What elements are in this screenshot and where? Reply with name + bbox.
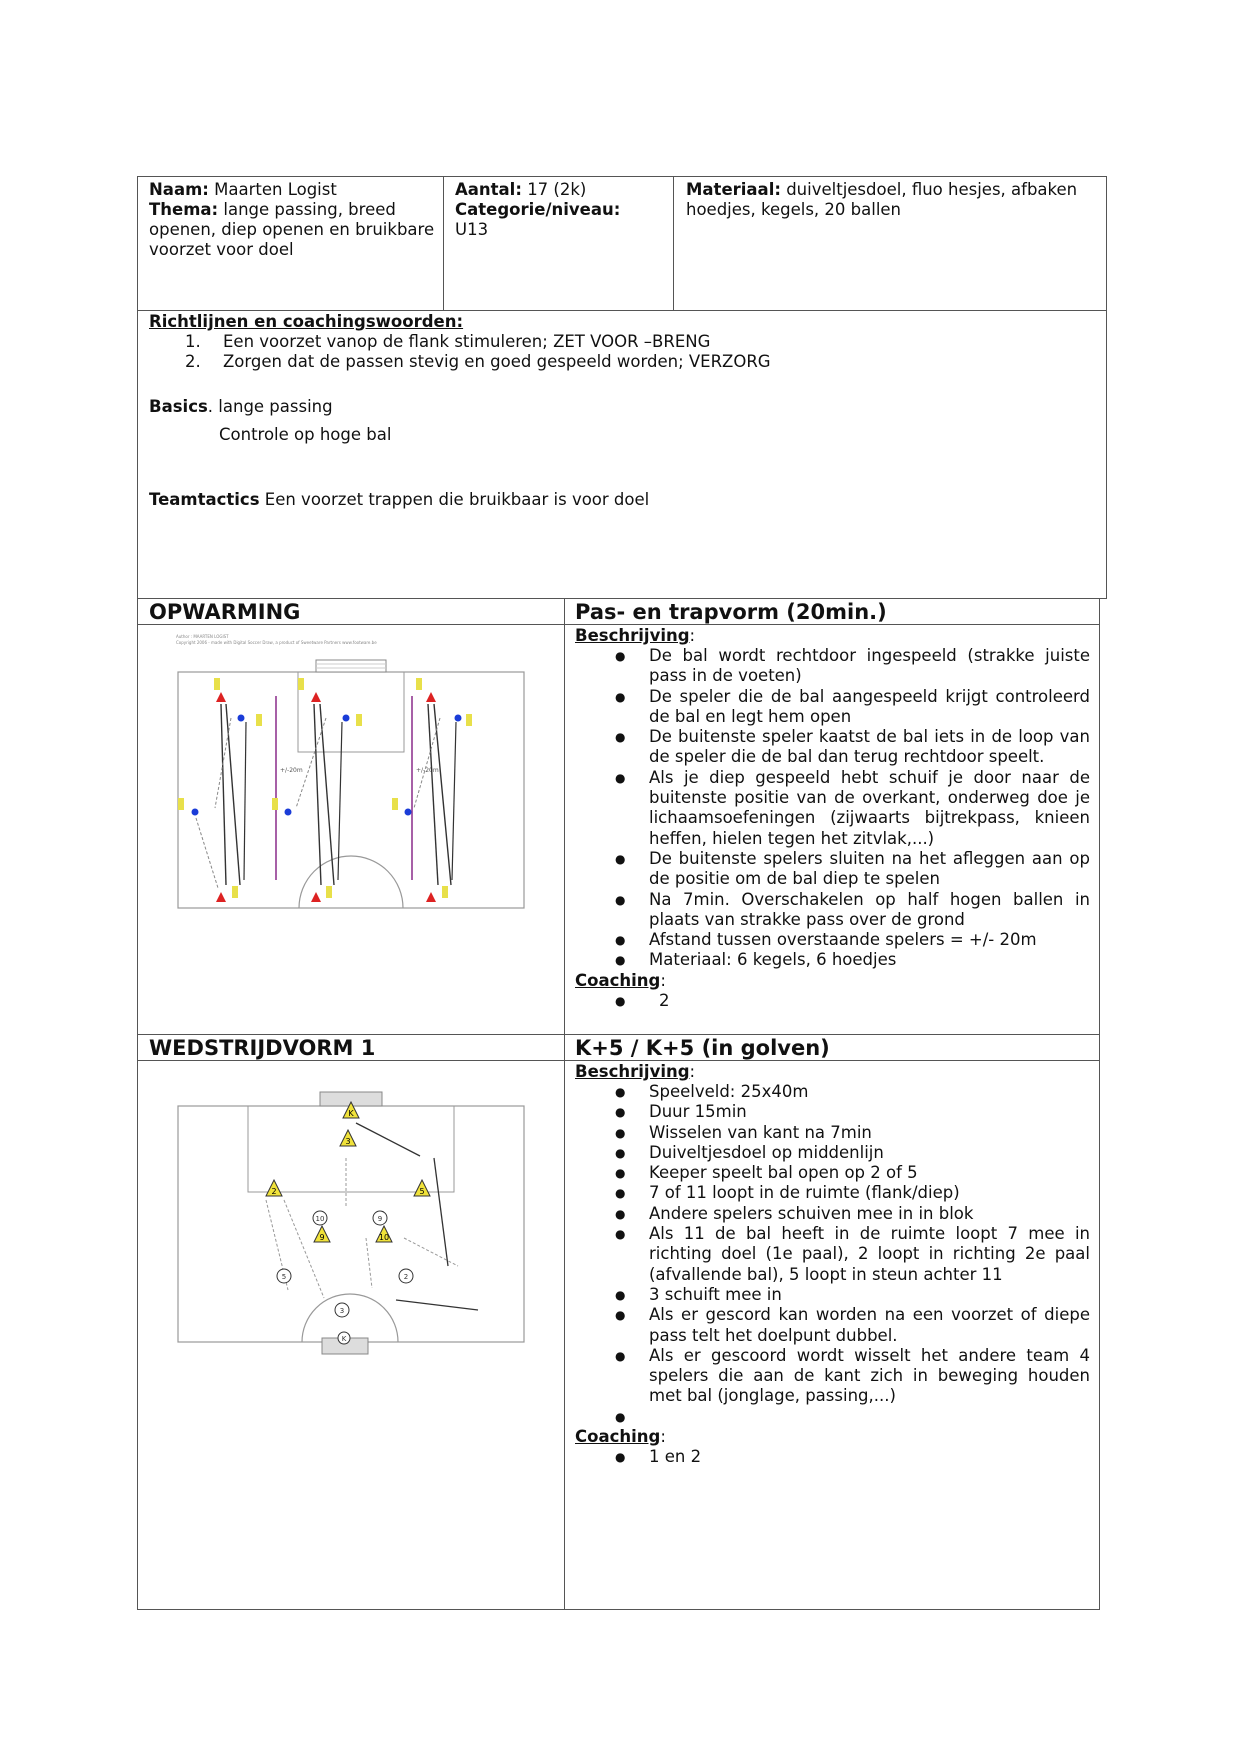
goal bbox=[316, 660, 386, 672]
description-bullet: ● De buitenste spelers sluiten na het afleggen aan op de positie om de bal diep te spelen bbox=[615, 848, 1090, 889]
description-bullet: ● Materiaal: 6 kegels, 6 hoedjes bbox=[615, 950, 897, 970]
description-bullet: ● Als je diep gespeeld hebt schuif je door naar de buitenste positie van de overkant, onderweg doe je lichaamsoefeningen (zijwaarts bijtrekpass, knieen heffen, hielen tegen het zitvlak,...) bbox=[615, 767, 1090, 848]
description-bullet: ● 7 of 11 loopt in de ruimte (flank/diep) bbox=[615, 1183, 960, 1203]
description-bullet: ● Keeper speelt bal open op 2 of 5 bbox=[615, 1163, 918, 1183]
description-bullet: ● Als 11 de bal heeft in de ruimte loopt 7 mee in richting doel (1e paal), 2 loopt in richting 2e paal (afvallende bal), 5 loopt in steun achter 11 bbox=[615, 1224, 1090, 1284]
section2-description: Beschrijving: ● Speelveld: 25x40m ● Duur 15min ● Wisselen van kant na 7min ● Duiveltjesdoel op middenlijn ● Keeper speelt bal open op 2 of 5 ● 7 of 11 loopt in de ruimte (flank/diep) ● Andere spelers schuiven mee in in blok ● Als 11 de bal heeft in de ruimte loopt 7 mee in richting doel (1e paal), 2 loopt in richting 2e paal (afvallende bal), 5 loopt in steun achter 11 ● 3 schuift mee in ● Als er gescord kan worden na een voorzet of diepe pass telt het doelpunt dubbel. ● Als er gescoord wordt wisselt het andere team 4 spelers die aan de kant zich in beweging houden met bal (jonglage, passing,...) ● Coaching: ● 1 en 2 bbox=[575, 1062, 1090, 1466]
coaching-bullet: ● 2 bbox=[615, 990, 670, 1010]
section2-right-title: K+5 / K+5 (in golven) bbox=[575, 1036, 830, 1060]
description-bullet: ● Andere spelers schuiven mee in in blok bbox=[615, 1203, 974, 1223]
materiaal-value: duiveltjesdoel, fluo hesjes, afbaken hoedjes, kegels, 20 ballen bbox=[686, 180, 1078, 219]
categorie-label: Categorie/niveau: bbox=[455, 200, 621, 219]
section2-left-title: WEDSTRIJDVORM 1 bbox=[149, 1036, 376, 1060]
distance-label: +/-20m bbox=[416, 767, 439, 774]
description-bullet: ● Als er gescoord wordt wisselt het andere team 4 spelers die aan de kant zich in beweging houden met bal (jonglage, passing,...) bbox=[615, 1345, 1090, 1406]
svg-text:2: 2 bbox=[403, 1273, 409, 1281]
basics-line: Basics. lange passing bbox=[149, 397, 333, 416]
categorie-value: U13 bbox=[455, 220, 489, 239]
svg-text:K: K bbox=[348, 1109, 354, 1118]
description-bullet: ● 3 schuift mee in bbox=[615, 1284, 782, 1304]
pitch-outline bbox=[178, 672, 524, 908]
svg-text:K: K bbox=[341, 1335, 347, 1343]
svg-text:Copyright 2006 - made with Dig: Copyright 2006 - made with Digital Soccer Draw, a product of Sweetware Partners www.footware.be bbox=[176, 640, 377, 645]
description-bullet: ● De bal wordt rechtdoor ingespeeld (strakke juiste pass in de voeten) bbox=[615, 646, 1090, 686]
aantal-value: 17 (2k) bbox=[527, 180, 587, 199]
section1-left-title: OPWARMING bbox=[149, 600, 301, 624]
naam-block bbox=[149, 180, 439, 260]
wedstrijdvorm-diagram bbox=[176, 1088, 526, 1363]
description-bullet: ● Duur 15min bbox=[615, 1102, 747, 1122]
svg-text:10: 10 bbox=[378, 1233, 390, 1242]
description-bullet: ● De buitenste speler kaatst de bal iets in de loop van de speler die de bal dan terug rechtdoor speelt. bbox=[615, 727, 1090, 767]
section1-right-title: Pas- en trapvorm (20min.) bbox=[575, 600, 887, 624]
svg-text:3: 3 bbox=[345, 1137, 351, 1146]
description-bullet: ● Duiveltjesdoel op middenlijn bbox=[615, 1142, 884, 1162]
thema-label: Thema: bbox=[149, 200, 219, 219]
svg-text:2: 2 bbox=[271, 1187, 277, 1196]
aantal-block bbox=[455, 180, 670, 240]
coaching-bullet: ● 1 en 2 bbox=[615, 1446, 702, 1466]
basics-line-2: Controle op hoge bal bbox=[219, 425, 392, 444]
description-bullet: ● bbox=[615, 1409, 626, 1424]
description-bullet: ● Wisselen van kant na 7min bbox=[615, 1122, 872, 1142]
guidelines-title: Richtlijnen en coachingswoorden: bbox=[149, 312, 464, 331]
thema-value: lange passing, breed openen, diep openen en bruikbare voorzet voor doel bbox=[149, 200, 435, 259]
guidelines-list bbox=[149, 332, 1049, 372]
description-bullet: ● Als er gescord kan worden na een voorzet of diepe pass telt het doelpunt dubbel. bbox=[615, 1305, 1090, 1345]
description-bullet: ● Speelveld: 25x40m bbox=[615, 1082, 809, 1101]
svg-text:5: 5 bbox=[419, 1187, 425, 1196]
section1-description: Beschrijving: ● De bal wordt rechtdoor ingespeeld (strakke juiste pass in de voeten) ● De speler die de bal aangespeeld krijgt controleerd de bal en legt hem open ● De buitenste speler kaatst de bal iets in de loop van de speler die de bal dan terug rechtdoor speelt. ● Als je diep gespeeld hebt schuif je door naar de buitenste positie van de overkant, onderweg doe je lichaamsoefeningen (zijwaarts bijtrekpass, knieen heffen, hielen tegen het zitvlak,...) ● De buitenste spelers sluiten na het afleggen aan op de positie om de bal diep te spelen ● Na 7min. Overschakelen op half hogen ballen in plaats van strakke pass over de grond ● Afstand tussen overstaande spelers = +/- 20m ● Materiaal: 6 kegels, 6 hoedjes Coaching: ● 2 bbox=[575, 626, 1090, 1010]
naam-label: Naam: bbox=[149, 180, 209, 199]
description-bullet: ● Na 7min. Overschakelen op half hogen ballen in plaats van strakke pass over de grond bbox=[615, 889, 1090, 929]
teamtactics-line: Teamtactics Een voorzet trappen die bruikbaar is voor doel bbox=[149, 490, 650, 509]
materiaal-label: Materiaal: bbox=[686, 180, 781, 199]
distance-label: +/-20m bbox=[280, 767, 303, 774]
description-bullet: ● De speler die de bal aangespeeld krijgt controleerd de bal en legt hem open bbox=[615, 686, 1090, 726]
svg-text:10: 10 bbox=[315, 1215, 325, 1223]
svg-text:5: 5 bbox=[281, 1273, 287, 1281]
svg-text:9: 9 bbox=[319, 1233, 325, 1242]
svg-text:3: 3 bbox=[339, 1307, 345, 1315]
svg-text:Author : MAARTEN LOGIST: Author : MAARTEN LOGIST bbox=[176, 634, 229, 639]
opwarming-diagram bbox=[176, 630, 526, 912]
materiaal-block bbox=[686, 180, 1098, 220]
svg-text:9: 9 bbox=[377, 1215, 383, 1223]
guideline-item: 2. Zorgen dat de passen stevig en goed gespeeld worden; VERZORG bbox=[185, 352, 771, 371]
aantal-label: Aantal: bbox=[455, 180, 522, 199]
naam-value: Maarten Logist bbox=[214, 180, 337, 199]
guideline-item: 1. Een voorzet vanop de flank stimuleren; ZET VOOR –BRENG bbox=[185, 332, 711, 351]
description-bullet: ● Afstand tussen overstaande spelers = +/- 20m bbox=[615, 930, 1037, 950]
